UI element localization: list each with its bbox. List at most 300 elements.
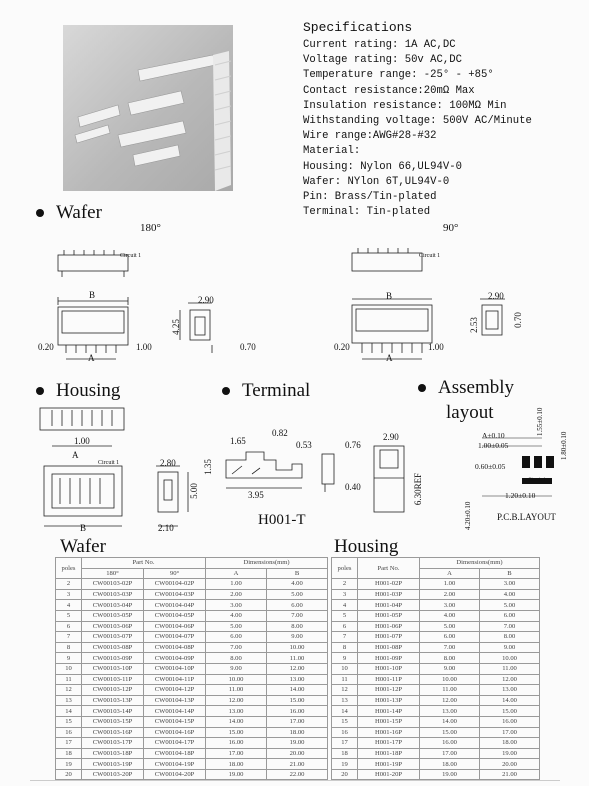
dim-label: 2.90 bbox=[198, 295, 214, 305]
table-cell: 16.00 bbox=[480, 716, 540, 727]
table-cell: 11.00 bbox=[420, 685, 480, 696]
connector-illustration bbox=[63, 25, 233, 191]
housing-table bbox=[331, 557, 540, 780]
dim-label: 0.76 bbox=[345, 440, 361, 450]
dim-label: 1.55±0.10 bbox=[536, 407, 544, 436]
table-cell: CW00103-17P bbox=[82, 738, 144, 749]
table-row bbox=[332, 642, 540, 653]
table-cell: 4.00 bbox=[480, 589, 540, 600]
column-header: A bbox=[420, 568, 480, 579]
table-cell: 11 bbox=[56, 674, 82, 685]
spec-line: Voltage rating: 50v AC,DC bbox=[303, 54, 462, 67]
table-cell: 10.00 bbox=[480, 653, 540, 664]
table-row bbox=[56, 653, 328, 664]
spec-line: Wafer: NYlon 6T,UL94V-0 bbox=[303, 175, 450, 188]
spec-line: Contact resistance:20mΩ Max bbox=[303, 84, 475, 97]
spec-line: Terminal: Tin-plated bbox=[303, 206, 431, 219]
circuit-label: Circuit 1 bbox=[98, 460, 120, 466]
table-cell: 5.00 bbox=[480, 600, 540, 611]
dim-label: 2.10 bbox=[158, 523, 174, 533]
table-cell: CW00103-19P bbox=[82, 759, 144, 770]
table-cell: 8 bbox=[56, 642, 82, 653]
table-cell: CW00104-14P bbox=[144, 706, 206, 717]
table-cell: 9 bbox=[56, 653, 82, 664]
table-cell: 9.00 bbox=[267, 632, 328, 643]
dim-label: 1.35 bbox=[202, 459, 213, 475]
bullet-icon bbox=[418, 384, 426, 392]
circuit-label: Circuit 1 bbox=[419, 253, 441, 259]
table-header-row bbox=[332, 558, 540, 569]
table-cell: 10 bbox=[332, 663, 358, 674]
table-cell: 3.00 bbox=[420, 600, 480, 611]
table-cell: CW00103-06P bbox=[82, 621, 144, 632]
housing-table-title: Housing bbox=[334, 536, 399, 557]
table-cell: 8.00 bbox=[480, 632, 540, 643]
table-cell: H001-08P bbox=[358, 642, 420, 653]
table-cell: 15.00 bbox=[206, 727, 267, 738]
column-header: Part No. bbox=[358, 558, 420, 579]
angle-90-label: 90° bbox=[443, 222, 459, 234]
table-cell: 12.00 bbox=[480, 674, 540, 685]
dim-label: 1.00 bbox=[428, 342, 444, 352]
table-row bbox=[332, 663, 540, 674]
dim-label: 0.60±0.05 bbox=[475, 462, 506, 471]
table-cell: 16.00 bbox=[206, 738, 267, 749]
table-row bbox=[56, 716, 328, 727]
dim-b-label: B bbox=[89, 290, 96, 300]
column-header: 90° bbox=[144, 568, 206, 579]
table-cell: 13.00 bbox=[206, 706, 267, 717]
table-cell: 5.00 bbox=[206, 621, 267, 632]
table-cell: CW00103-07P bbox=[82, 632, 144, 643]
table-row bbox=[332, 621, 540, 632]
table-cell: H001-04P bbox=[358, 600, 420, 611]
dim-label: 0.70 bbox=[240, 342, 256, 352]
heading-wafer: Wafer bbox=[36, 202, 102, 224]
table-row bbox=[56, 738, 328, 749]
table-cell: 5.00 bbox=[267, 589, 328, 600]
table-cell: 17.00 bbox=[420, 748, 480, 759]
dim-label: A±0.10 bbox=[482, 431, 505, 440]
table-row bbox=[332, 674, 540, 685]
spec-line: Wire range:AWG#28-#32 bbox=[303, 130, 437, 143]
table-cell: CW00103-14P bbox=[82, 706, 144, 717]
table-cell: H001-12P bbox=[358, 685, 420, 696]
table-row bbox=[332, 632, 540, 643]
table-row bbox=[56, 663, 328, 674]
table-cell: 2 bbox=[332, 579, 358, 590]
column-header: poles bbox=[332, 558, 358, 579]
spec-line: Insulation resistance: 100MΩ Min bbox=[303, 99, 507, 112]
table-row bbox=[56, 642, 328, 653]
table-cell: 16 bbox=[332, 727, 358, 738]
table-cell: 1.00 bbox=[420, 579, 480, 590]
table-cell: 15.00 bbox=[420, 727, 480, 738]
table-cell: 6 bbox=[56, 621, 82, 632]
table-cell: 12.00 bbox=[267, 663, 328, 674]
table-cell: CW00103-08P bbox=[82, 642, 144, 653]
spec-line: Withstanding voltage: 500V AC/Minute bbox=[303, 114, 532, 127]
table-cell: 4.00 bbox=[420, 610, 480, 621]
table-cell: 18.00 bbox=[267, 727, 328, 738]
column-header: 180° bbox=[82, 568, 144, 579]
table-cell: 20 bbox=[332, 769, 358, 780]
table-row bbox=[332, 727, 540, 738]
table-cell: 7 bbox=[332, 632, 358, 643]
table-cell: 8.00 bbox=[206, 653, 267, 664]
table-cell: 7 bbox=[56, 632, 82, 643]
table-cell: 15.00 bbox=[480, 706, 540, 717]
table-cell: 14.00 bbox=[480, 695, 540, 706]
dim-label: 2.90 bbox=[488, 291, 504, 301]
table-cell: H001-10P bbox=[358, 663, 420, 674]
table-cell: 19 bbox=[332, 759, 358, 770]
table-cell: 12 bbox=[332, 685, 358, 696]
dim-label: 0.40 bbox=[345, 482, 361, 492]
table-row bbox=[56, 695, 328, 706]
table-cell: H001-19P bbox=[358, 759, 420, 770]
table-cell: 3.00 bbox=[206, 600, 267, 611]
dim-label: 0.53 bbox=[296, 440, 312, 450]
table-cell: CW00103-20P bbox=[82, 769, 144, 780]
bullet-icon bbox=[222, 387, 230, 395]
column-header: B bbox=[267, 568, 328, 579]
table-cell: 7.00 bbox=[267, 610, 328, 621]
housing-drawing bbox=[38, 408, 203, 536]
table-cell: 10.00 bbox=[267, 642, 328, 653]
dim-label: 3.95 bbox=[248, 490, 264, 500]
table-cell: CW00103-15P bbox=[82, 716, 144, 727]
table-cell: 11.00 bbox=[206, 685, 267, 696]
table-cell: 19.00 bbox=[206, 769, 267, 780]
table-cell: CW00104-02P bbox=[144, 579, 206, 590]
table-cell: 1.00 bbox=[206, 579, 267, 590]
table-cell: 9.00 bbox=[480, 642, 540, 653]
dim-label: 2.80 bbox=[160, 458, 176, 468]
table-cell: 16.00 bbox=[267, 706, 328, 717]
table-cell: H001-02P bbox=[358, 579, 420, 590]
table-row bbox=[332, 685, 540, 696]
table-cell: 21.00 bbox=[480, 769, 540, 780]
wafer-table-body bbox=[56, 579, 328, 780]
table-cell: 20.00 bbox=[480, 759, 540, 770]
table-cell: CW00104-12P bbox=[144, 685, 206, 696]
table-cell: 15 bbox=[332, 716, 358, 727]
table-cell: 19.00 bbox=[480, 748, 540, 759]
table-row bbox=[332, 759, 540, 770]
table-cell: 5.00 bbox=[420, 621, 480, 632]
table-row bbox=[56, 769, 328, 780]
table-row bbox=[56, 632, 328, 643]
table-cell: 20 bbox=[56, 769, 82, 780]
table-cell: H001-07P bbox=[358, 632, 420, 643]
table-cell: H001-05P bbox=[358, 610, 420, 621]
table-cell: H001-18P bbox=[358, 748, 420, 759]
table-cell: 16 bbox=[56, 727, 82, 738]
table-cell: H001-17P bbox=[358, 738, 420, 749]
table-cell: 6.00 bbox=[267, 600, 328, 611]
dim-label: 1.00 bbox=[136, 342, 152, 352]
table-cell: H001-16P bbox=[358, 727, 420, 738]
spec-line: Housing: Nylon 66,UL94V-0 bbox=[303, 160, 462, 173]
table-cell: CW00104-05P bbox=[144, 610, 206, 621]
table-row bbox=[332, 769, 540, 780]
table-cell: 14.00 bbox=[420, 716, 480, 727]
table-cell: 2.00 bbox=[206, 589, 267, 600]
table-row bbox=[56, 685, 328, 696]
table-row bbox=[332, 600, 540, 611]
table-cell: CW00104-11P bbox=[144, 674, 206, 685]
table-cell: CW00104-20P bbox=[144, 769, 206, 780]
table-cell: CW00104-07P bbox=[144, 632, 206, 643]
table-row bbox=[332, 653, 540, 664]
table-cell: 14.00 bbox=[206, 716, 267, 727]
table-cell: 9 bbox=[332, 653, 358, 664]
table-cell: CW00103-02P bbox=[82, 579, 144, 590]
dim-label: 4.25 bbox=[170, 319, 181, 335]
spec-line: Temperature range: -25° - +85° bbox=[303, 69, 494, 82]
table-cell: 19.00 bbox=[420, 769, 480, 780]
table-cell: 8.00 bbox=[420, 653, 480, 664]
table-cell: 18 bbox=[332, 748, 358, 759]
heading-terminal: Terminal bbox=[222, 380, 310, 402]
wafer-180-drawing bbox=[30, 245, 210, 370]
table-cell: 3 bbox=[332, 589, 358, 600]
table-cell: 17 bbox=[332, 738, 358, 749]
table-cell: CW00103-13P bbox=[82, 695, 144, 706]
table-cell: 6 bbox=[332, 621, 358, 632]
table-cell: H001-15P bbox=[358, 716, 420, 727]
table-cell: 15.00 bbox=[267, 695, 328, 706]
table-cell: 21.00 bbox=[267, 759, 328, 770]
table-cell: CW00103-18P bbox=[82, 748, 144, 759]
table-cell: 7.00 bbox=[206, 642, 267, 653]
table-cell: 13.00 bbox=[480, 685, 540, 696]
table-cell: 8 bbox=[332, 642, 358, 653]
table-cell: 9.00 bbox=[420, 663, 480, 674]
table-cell: CW00103-09P bbox=[82, 653, 144, 664]
heading-assembly-layout: layout bbox=[446, 402, 494, 423]
dim-label: 1.65 bbox=[230, 436, 246, 446]
product-photo bbox=[63, 25, 233, 191]
angle-180-label: 180° bbox=[140, 222, 161, 234]
housing-table-body bbox=[332, 579, 540, 780]
table-cell: 3.00 bbox=[480, 579, 540, 590]
dim-label: 2.53 bbox=[468, 317, 479, 333]
dim-label: 5.00 bbox=[188, 483, 199, 499]
specifications-block bbox=[303, 20, 588, 221]
table-row bbox=[56, 600, 328, 611]
table-cell: 4 bbox=[332, 600, 358, 611]
table-cell: CW00104-17P bbox=[144, 738, 206, 749]
table-row bbox=[56, 589, 328, 600]
divider bbox=[30, 780, 560, 781]
table-row bbox=[56, 727, 328, 738]
wafer-table-title: Wafer bbox=[60, 536, 106, 557]
dim-b-label: B bbox=[80, 523, 87, 533]
table-cell: 12.00 bbox=[420, 695, 480, 706]
table-cell: CW00103-11P bbox=[82, 674, 144, 685]
table-cell: H001-20P bbox=[358, 769, 420, 780]
table-cell: 16.00 bbox=[420, 738, 480, 749]
terminal-part-name: H001-T bbox=[258, 512, 306, 528]
dim-label: 1.20±0.10 bbox=[505, 491, 536, 500]
table-cell: CW00104-09P bbox=[144, 653, 206, 664]
dim-label: 1.00±0.05 bbox=[478, 441, 509, 450]
table-cell: CW00104-03P bbox=[144, 589, 206, 600]
circuit-label: Circuit 1 bbox=[120, 253, 142, 259]
table-row bbox=[332, 748, 540, 759]
dim-a-label: A bbox=[386, 353, 393, 363]
table-row bbox=[56, 610, 328, 621]
dim-label: 0.20 bbox=[334, 342, 350, 352]
heading-assembly: Assembly bbox=[418, 377, 514, 399]
table-cell: CW00104-04P bbox=[144, 600, 206, 611]
dim-a-label: A bbox=[88, 353, 95, 363]
table-row bbox=[56, 759, 328, 770]
table-cell: CW00104-10P bbox=[144, 663, 206, 674]
table-cell: CW00103-03P bbox=[82, 589, 144, 600]
table-cell: 4 bbox=[56, 600, 82, 611]
table-row bbox=[56, 621, 328, 632]
table-cell: 11 bbox=[332, 674, 358, 685]
table-cell: H001-06P bbox=[358, 621, 420, 632]
table-cell: 19.00 bbox=[267, 738, 328, 749]
bullet-icon bbox=[36, 387, 44, 395]
column-header: B bbox=[480, 568, 540, 579]
table-row bbox=[332, 716, 540, 727]
table-cell: 17.00 bbox=[480, 727, 540, 738]
table-cell: 13 bbox=[332, 695, 358, 706]
table-cell: CW00104-18P bbox=[144, 748, 206, 759]
column-header: Dimensions(mm) bbox=[206, 558, 328, 569]
column-header: A bbox=[206, 568, 267, 579]
dim-label: 4.20±0.10 bbox=[464, 501, 472, 530]
dim-a-label: A bbox=[72, 450, 79, 460]
table-cell: 17.00 bbox=[206, 748, 267, 759]
spec-line: Material: bbox=[303, 145, 361, 158]
table-row bbox=[332, 610, 540, 621]
table-row bbox=[332, 695, 540, 706]
table-row bbox=[332, 706, 540, 717]
table-cell: 15 bbox=[56, 716, 82, 727]
table-cell: 6.00 bbox=[480, 610, 540, 621]
table-cell: 12.00 bbox=[206, 695, 267, 706]
table-cell: 8.00 bbox=[267, 621, 328, 632]
circuit-label: Circuit 1 bbox=[528, 478, 546, 483]
column-header: poles bbox=[56, 558, 82, 579]
table-cell: 19 bbox=[56, 759, 82, 770]
table-cell: 18.00 bbox=[206, 759, 267, 770]
table-row bbox=[56, 748, 328, 759]
table-row bbox=[332, 738, 540, 749]
heading-housing: Housing bbox=[36, 380, 120, 402]
table-cell: 14 bbox=[332, 706, 358, 717]
dim-label: 2.90 bbox=[383, 432, 399, 442]
dim-label: 0.20 bbox=[38, 342, 54, 352]
column-header: Dimensions(mm) bbox=[420, 558, 540, 569]
table-cell: CW00103-16P bbox=[82, 727, 144, 738]
table-header-row bbox=[56, 558, 328, 569]
table-header-row bbox=[56, 568, 328, 579]
table-cell: 4.00 bbox=[206, 610, 267, 621]
table-cell: 6.00 bbox=[420, 632, 480, 643]
table-cell: CW00104-06P bbox=[144, 621, 206, 632]
table-cell: CW00104-16P bbox=[144, 727, 206, 738]
table-cell: CW00103-12P bbox=[82, 685, 144, 696]
table-cell: CW00103-10P bbox=[82, 663, 144, 674]
dim-label: 0.82 bbox=[272, 428, 288, 438]
spec-line: Pin: Brass/Tin-plated bbox=[303, 190, 437, 203]
table-cell: 10 bbox=[56, 663, 82, 674]
table-cell: 2.00 bbox=[420, 589, 480, 600]
table-cell: 13 bbox=[56, 695, 82, 706]
table-row bbox=[56, 579, 328, 590]
table-cell: H001-13P bbox=[358, 695, 420, 706]
table-cell: 11.00 bbox=[267, 653, 328, 664]
table-row bbox=[56, 706, 328, 717]
table-cell: CW00104-08P bbox=[144, 642, 206, 653]
table-cell: 6.00 bbox=[206, 632, 267, 643]
table-cell: 5 bbox=[56, 610, 82, 621]
table-cell: 20.00 bbox=[267, 748, 328, 759]
dim-label: 1.80±0.10 bbox=[560, 431, 568, 460]
table-cell: H001-03P bbox=[358, 589, 420, 600]
show-through-text bbox=[236, 16, 300, 226]
table-cell: 10.00 bbox=[206, 674, 267, 685]
table-cell: 12 bbox=[56, 685, 82, 696]
wafer-table bbox=[55, 557, 328, 780]
specifications-title: Specifications bbox=[303, 20, 413, 35]
table-cell: CW00103-04P bbox=[82, 600, 144, 611]
table-cell: CW00104-19P bbox=[144, 759, 206, 770]
table-cell: CW00104-15P bbox=[144, 716, 206, 727]
table-cell: 17 bbox=[56, 738, 82, 749]
table-cell: 5 bbox=[332, 610, 358, 621]
table-cell: 22.00 bbox=[267, 769, 328, 780]
dim-label: 0.70 bbox=[512, 312, 523, 328]
dim-label: 6.30REF bbox=[413, 472, 424, 506]
table-cell: 11.00 bbox=[480, 663, 540, 674]
column-header: Part No. bbox=[82, 558, 206, 569]
table-row bbox=[56, 674, 328, 685]
table-cell: 14 bbox=[56, 706, 82, 717]
table-cell: H001-09P bbox=[358, 653, 420, 664]
table-cell: H001-14P bbox=[358, 706, 420, 717]
table-cell: 9.00 bbox=[206, 663, 267, 674]
spec-line: Current rating: 1A AC,DC bbox=[303, 39, 456, 51]
pcb-layout-caption: P.C.B.LAYOUT bbox=[497, 512, 556, 522]
table-cell: 18.00 bbox=[480, 738, 540, 749]
bullet-icon bbox=[36, 209, 44, 217]
table-row bbox=[332, 589, 540, 600]
table-cell: 10.00 bbox=[420, 674, 480, 685]
table-cell: 14.00 bbox=[267, 685, 328, 696]
table-cell: CW00103-05P bbox=[82, 610, 144, 621]
table-cell: 3 bbox=[56, 589, 82, 600]
table-cell: 13.00 bbox=[420, 706, 480, 717]
table-cell: 4.00 bbox=[267, 579, 328, 590]
table-cell: CW00104-13P bbox=[144, 695, 206, 706]
table-cell: 7.00 bbox=[420, 642, 480, 653]
table-cell: 13.00 bbox=[267, 674, 328, 685]
table-cell: 7.00 bbox=[480, 621, 540, 632]
table-row bbox=[332, 579, 540, 590]
dim-label: 1.00 bbox=[74, 436, 90, 446]
table-cell: 18 bbox=[56, 748, 82, 759]
dim-b-label: B bbox=[386, 291, 393, 301]
table-cell: 17.00 bbox=[267, 716, 328, 727]
